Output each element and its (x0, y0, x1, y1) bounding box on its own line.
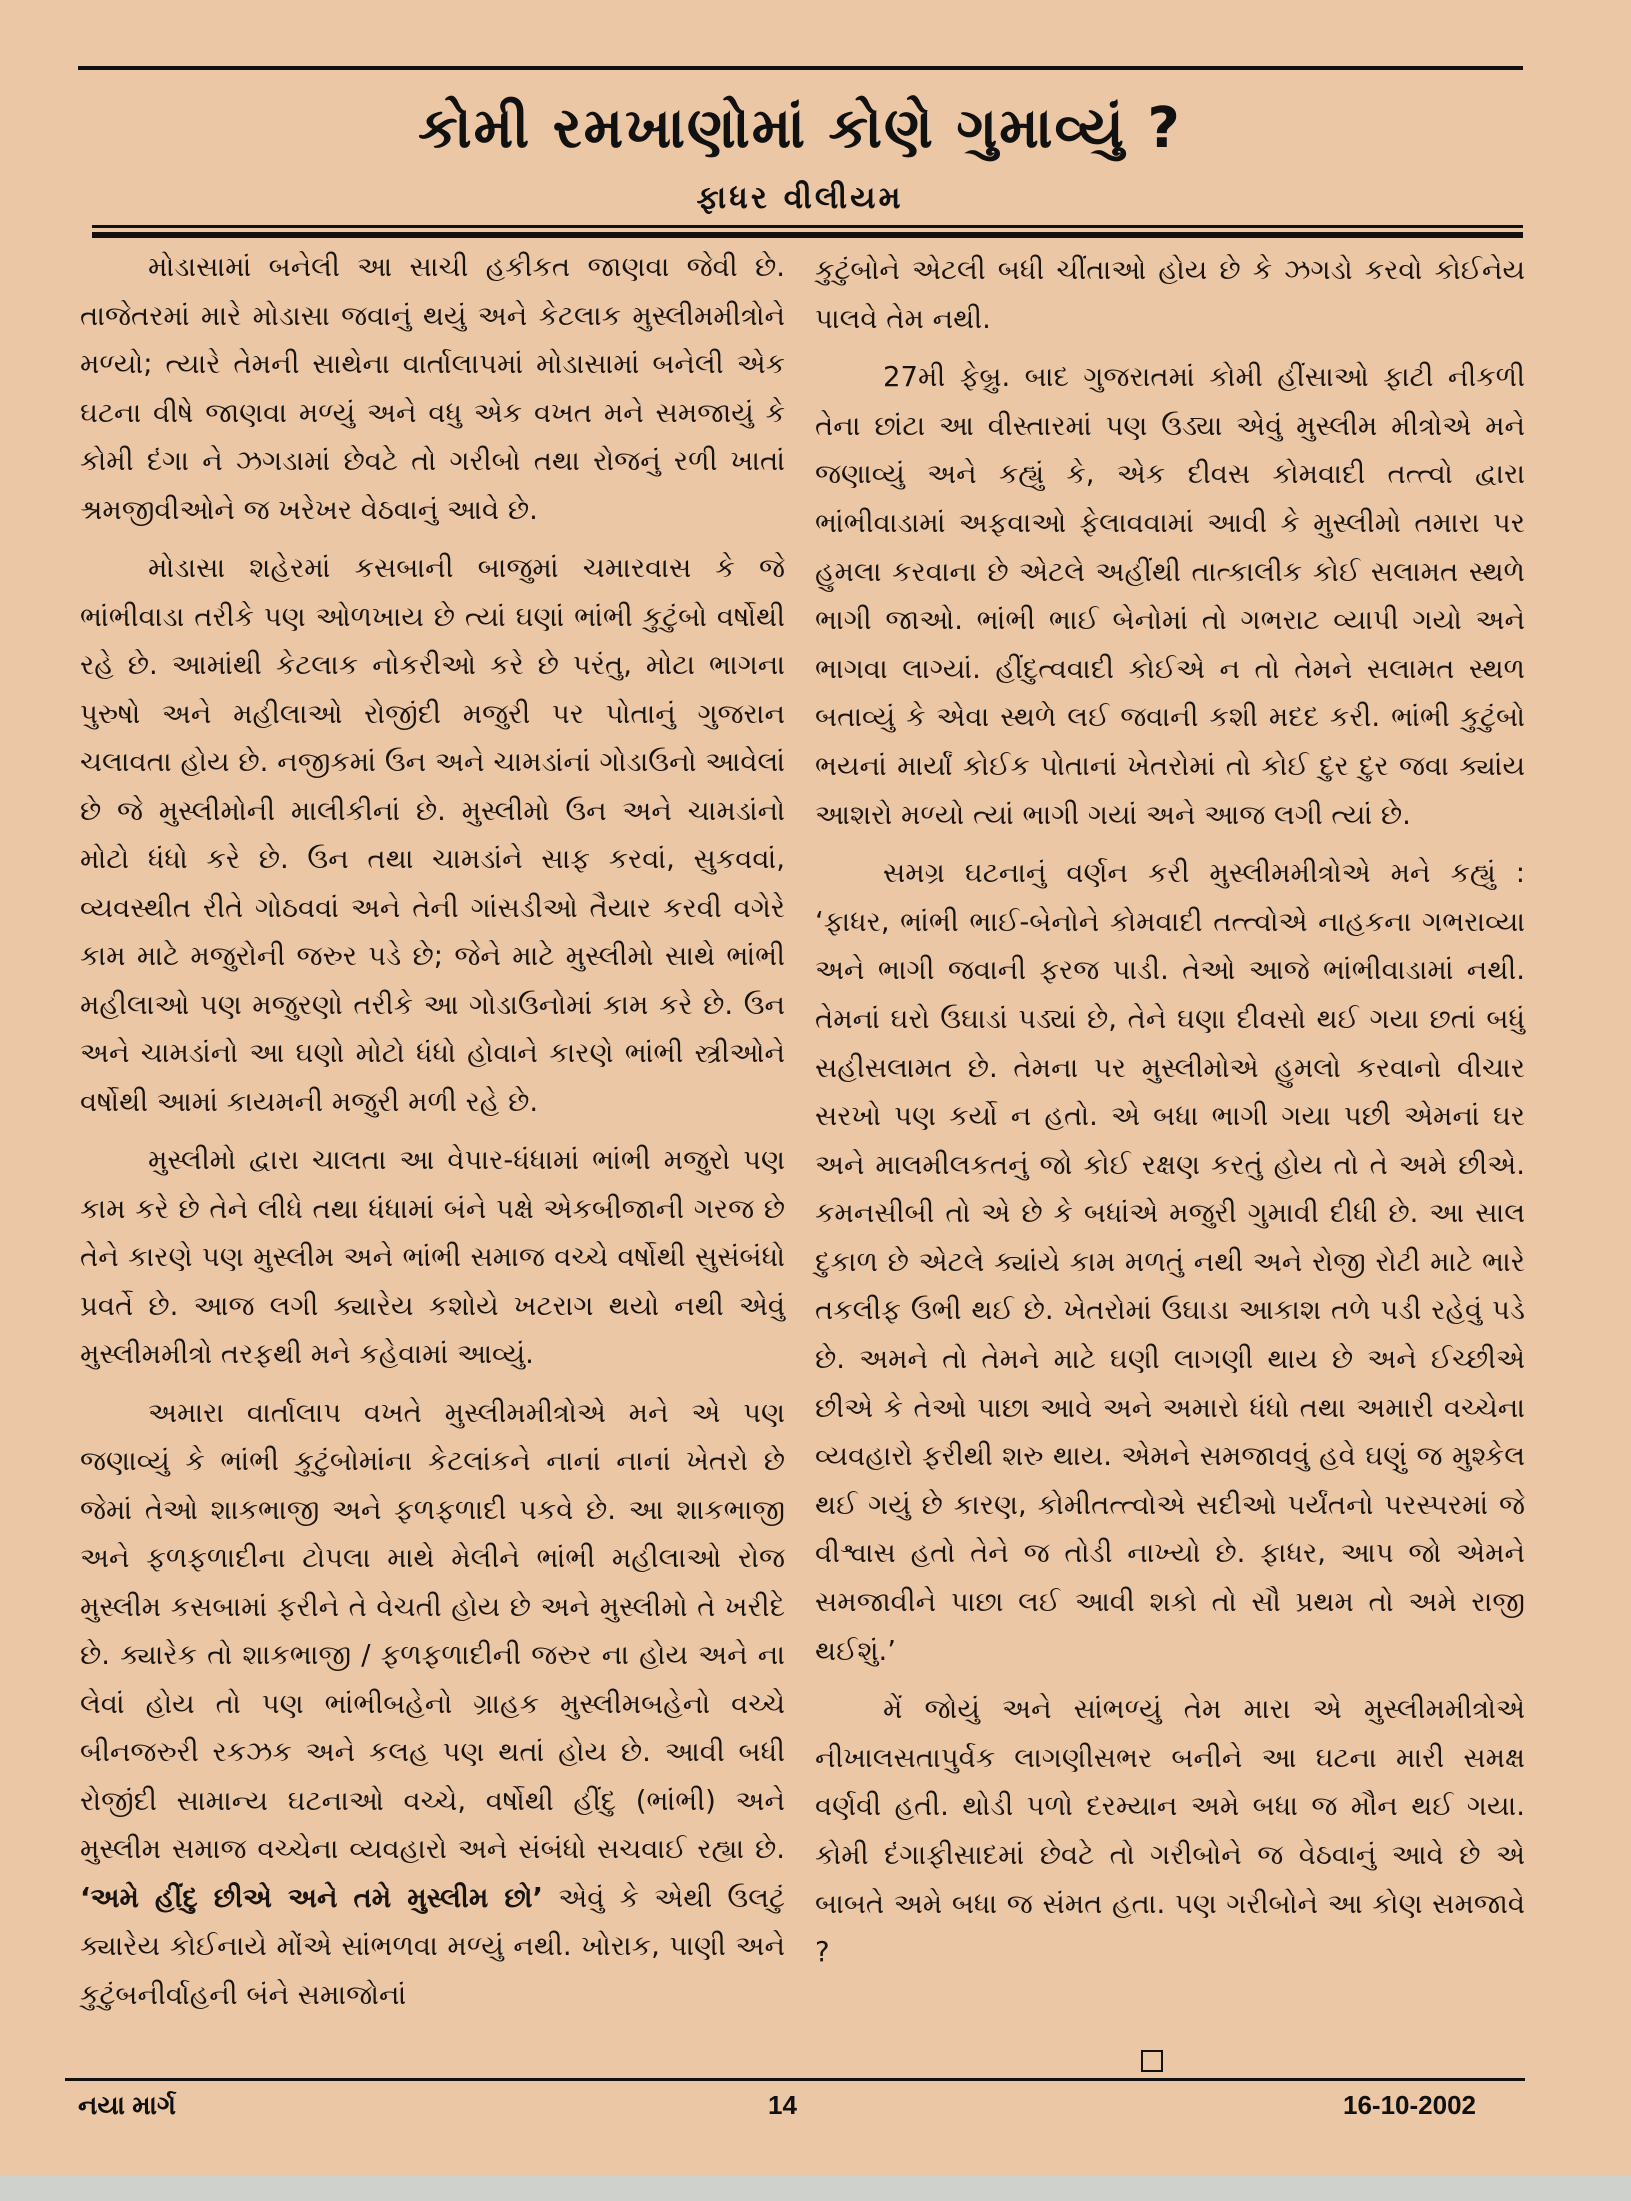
paragraph: કુટુંબોને એટલી બધી ચીંતાઓ હોય છે કે ઝગડો કરવો કોઈનેય પાલવે તેમ નથી. (815, 254, 1525, 335)
left-column (80, 243, 785, 2019)
emphasized-quote: ‘અમે હીંદુ છીએ અને તમે મુસ્લીમ છો’ (80, 1881, 543, 1914)
page-number: 14 (768, 2090, 797, 2120)
end-of-article-box-icon (1141, 2050, 1163, 2072)
paragraph-text: એવું કે એથી ઉલટું ક્યારેય કોઈનાયે મોંએ સાંભળવા મળ્યું નથી. ખોરાક, પાણી અને કુટુંબનીર્વાહની બંને સમાજોનાં (80, 1881, 785, 2011)
paragraph: મોડાસામાં બનેલી આ સાચી હકીકત જાણવા જેવી છે. તાજેતરમાં મારે મોડાસા જવાનું થયું અને કેટલાક મુસ્લીમમીત્રોને મળ્યો; ત્યારે તેમની સાથેના વાર્તાલાપમાં મોડાસામાં બનેલી એક ઘટના વીષે જાણવા મળ્યું અને વધુ એક વખત મને સમજાયું કે કોમી દંગા ને ઝગડામાં છેવટે તો ગરીબો તથા રોજનું રળી ખાતાં શ્રમજીવીઓને જ ખરેખર વેઠવાનું આવે છે. (80, 251, 785, 526)
paragraph-text: અમારા વાર્તાલાપ વખતે મુસ્લીમમીત્રોએ મને એ પણ જણાવ્યું કે ભાંભી કુટુંબોમાંના કેટલાંકને નાનાં નાનાં ખેતરો છે જેમાં તેઓ શાકભાજી અને ફળફળાદી પકવે છે. આ શાકભાજી અને ફળફળાદીના ટોપલા માથે મેલીને ભાંભી મહીલાઓ રોજ મુસ્લીમ કસબામાં ફરીને તે વેચતી હોય છે અને મુસ્લીમો તે ખરીદે છે. ક્યારેક તો શાકભાજી / ફળફળાદીની જરુર ના હોય અને ના લેવાં હોય તો પણ ભાંભીબહેનો ગ્રાહક મુસ્લીમબહેનો વચ્ચે બીનજરુરી રકઝક અને કલહ પણ થતાં હોય છે. આવી બધી રોજીંદી સામાન્ય ઘટનાઓ વચ્ચે, વર્ષોથી હીંદુ (ભાંભી) અને મુસ્લીમ સમાજ વચ્ચેના વ્યવહારો અને સંબંધો સચવાઈ રહ્યા છે. (80, 1396, 785, 1865)
paragraph: સમગ્ર ઘટનાનું વર્ણન કરી મુસ્લીમમીત્રોએ મને કહ્યું : ‘ફાધર, ભાંભી ભાઈ-બેનોને કોમવાદી તત્ત્વોએ નાહકના ગભરાવ્યા અને ભાગી જવાની ફરજ પાડી. તેઓ આજે ભાંભીવાડામાં નથી. તેમનાં ઘરો ઉઘાડાં પડ્યાં છે, તેને ઘણા દીવસો થઈ ગયા છતાં બધું સહીસલામત છે. તેમના પર મુસ્લીમોએ હુમલો કરવાનો વીચાર સરખો પણ કર્યો ન હતો. એ બધા ભાગી ગયા પછી એમનાં ઘર અને માલમીલકતનું જો કોઈ રક્ષણ કરતું હોય તો તે અમે છીએ. કમનસીબી તો એ છે કે બધાંએ મજુરી ગુમાવી દીધી છે. આ સાલ દુકાળ છે એટલે ક્યાંયે કામ મળતું નથી અને રોજી રોટી માટે ભારે તકલીફ ઉભી થઈ છે. ખેતરોમાં ઉઘાડા આકાશ તળે પડી રહેવું પડે છે. અમને તો તેમને માટે ઘણી લાગણી થાય છે અને ઈચ્છીએ છીએ કે તેઓ પાછા આવે અને અમારો ધંધો તથા અમારી વચ્ચેના વ્યવહારો ફરીથી શરુ થાય. એમને સમજાવવું હવે ઘણું જ મુશ્કેલ થઈ ગયું છે કારણ, કોમીતત્ત્વોએ સદીઓ પર્યંતનો પરસ્પરમાં જે વીશ્વાસ હતો તેને જ તોડી નાખ્યો છે. ફાધર, આપ જો એમને સમજાવીને પાછા લઈ આવી શકો તો સૌ પ્રથમ તો અમે રાજી થઈશું.’ (815, 857, 1525, 1667)
paragraph: મેં જોયું અને સાંભળ્યું તેમ મારા એ મુસ્લીમમીત્રોએ નીખાલસતાપુર્વક લાગણીસભર બનીને આ ઘટના મારી સમક્ષ વર્ણવી હતી. થોડી પળો દરમ્યાન અમે બધા જ મૌન થઈ ગયા. કોમી દંગાફીસાદમાં છેવટે તો ગરીબોને જ વેઠવાનું આવે છે એ બાબતે અમે બધા જ સંમત હતા. પણ ગરીબોને આ કોણ સમજાવે ? (815, 1693, 1525, 1969)
paragraph: 27મી ફેબ્રુ. બાદ ગુજરાતમાં કોમી હીંસાઓ ફાટી નીકળી તેના છાંટા આ વીસ્તારમાં પણ ઉડ્યા એવું મુસ્લીમ મીત્રોએ મને જણાવ્યું અને કહ્યું કે, એક દીવસ કોમવાદી તત્ત્વો દ્વારા ભાંભીવાડામાં અફવાઓ ફેલાવવામાં આવી કે મુસ્લીમો તમારા પર હુમલા કરવાના છે એટલે અહીંથી તાત્કાલીક કોઈ સલામત સ્થળે ભાગી જાઓ. ભાંભી ભાઈ બેનોમાં તો ગભરાટ વ્યાપી ગયો અને ભાગવા લાગ્યાં. હીંદુત્વવાદી કોઈએ ન તો તેમને સલામત સ્થળ બતાવ્યું કે એવા સ્થળે લઈ જવાની કશી મદદ કરી. ભાંભી કુટુંબો ભયનાં માર્યાં કોઈક પોતાનાં ખેતરોમાં તો કોઈ દુર દુર જવા ક્યાંય આશરો મળ્યો ત્યાં ભાગી ગયાં અને આજ લગી ત્યાં છે. (815, 361, 1525, 831)
paragraph (80, 1389, 785, 2020)
article-title: કોમી રમખાણોમાં કોણે ગુમાવ્યું ? (418, 96, 1182, 161)
right-column (815, 246, 1525, 1977)
article-author: ફાધર વીલીયમ (696, 180, 904, 216)
publication-name: નયા માર્ગ (78, 2090, 176, 2120)
issue-date: 16-10-2002 (1343, 2090, 1476, 2120)
top-rule (78, 66, 1523, 70)
header-rule-thin (92, 225, 1523, 228)
paragraph: મુસ્લીમો દ્વારા ચાલતા આ વેપાર-ધંધામાં ભાંભી મજુરો પણ કામ કરે છે તેને લીધે તથા ધંધામાં બંને પક્ષે એકબીજાની ગરજ છે તેને કારણે પણ મુસ્લીમ અને ભાંભી સમાજ વચ્ચે વર્ષોથી સુસંબંધો પ્રવર્તે છે. આજ લગી ક્યારેય કશોયે ખટરાગ થયો નથી એવું મુસ્લીમમીત્રો તરફથી મને કહેવામાં આવ્યું. (80, 1144, 785, 1370)
scan-margin (0, 2175, 1631, 2201)
paragraph: મોડાસા શહેરમાં કસબાની બાજુમાં ચમારવાસ કે જે ભાંભીવાડા તરીકે પણ ઓળખાય છે ત્યાં ઘણાં ભાંભી કુટુંબો વર્ષોથી રહે છે. આમાંથી કેટલાક નોકરીઓ કરે છે પરંતુ, મોટા ભાગના પુરુષો અને મહીલાઓ રોજીંદી મજુરી પર પોતાનું ગુજરાન ચલાવતા હોય છે. નજીકમાં ઉન અને ચામડાંનાં ગોડાઉનો આવેલાં છે જે મુસ્લીમોની માલીકીનાં છે. મુસ્લીમો ઉન અને ચામડાંનો મોટો ધંધો કરે છે. ઉન તથા ચામડાંને સાફ કરવાં, સુકવવાં, વ્યવસ્થીત રીતે ગોઠવવાં અને તેની ગાંસડીઓ તૈયાર કરવી વગેરે કામ માટે મજુરોની જરુર પડે છે; જેને માટે મુસ્લીમો સાથે ભાંભી મહીલાઓ પણ મજુરણો તરીકે આ ગોડાઉનોમાં કામ કરે છે. ઉન અને ચામડાંનો આ ઘણો મોટો ધંધો હોવાને કારણે ભાંભી સ્ત્રીઓને વર્ષોથી આમાં કાયમની મજુરી મળી રહે છે. (80, 552, 785, 1118)
header-rule-thick (92, 232, 1523, 238)
footer-rule (65, 2078, 1525, 2081)
